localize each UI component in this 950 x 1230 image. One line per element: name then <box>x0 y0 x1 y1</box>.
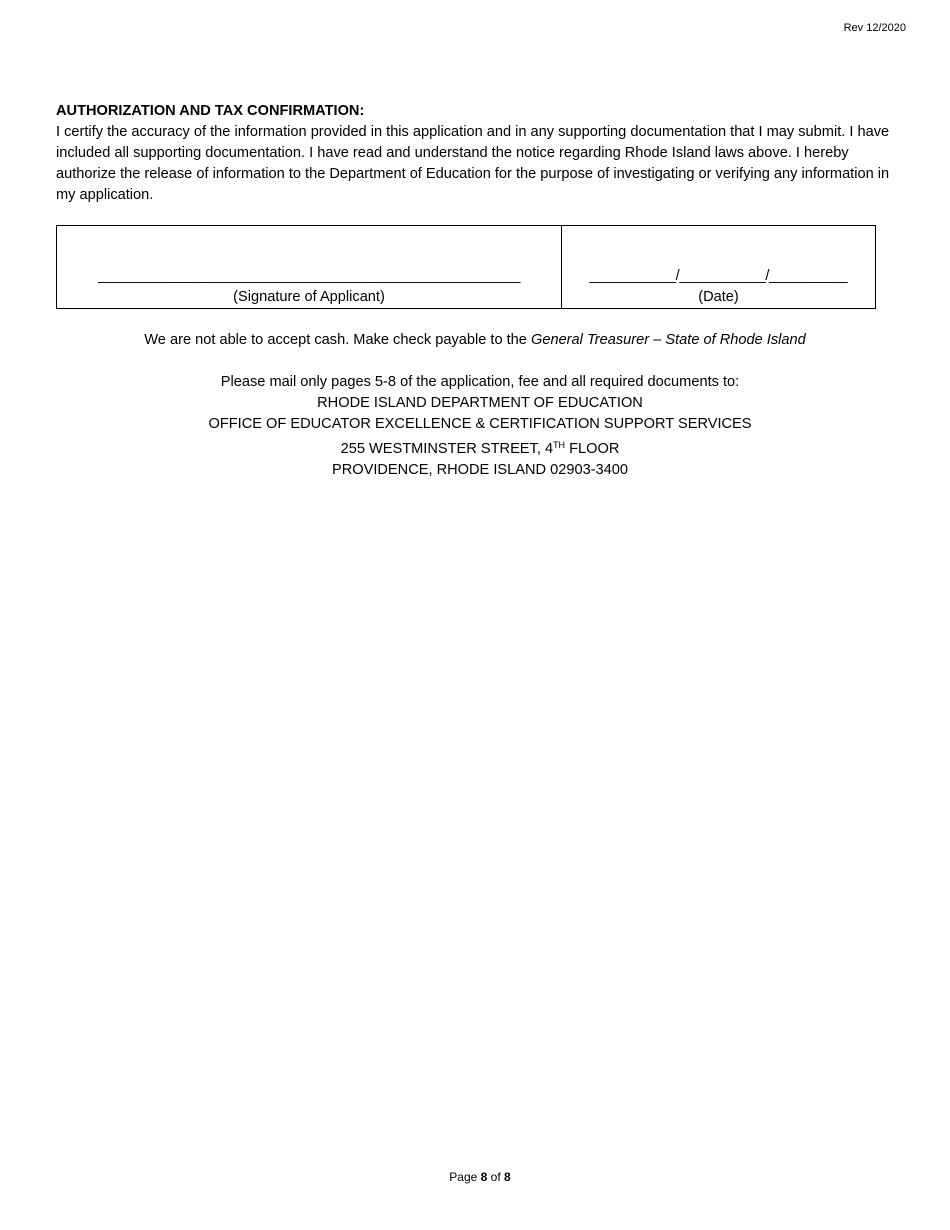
street-ordinal: TH <box>553 440 566 450</box>
street-prefix: 255 WESTMINSTER STREET, 4 <box>340 441 554 457</box>
address-line-office: OFFICE OF EDUCATOR EXCELLENCE & CERTIFICATION SUPPORT SERVICES <box>208 416 752 432</box>
date-line[interactable]: ___________/___________/__________ <box>589 268 848 284</box>
page-current: 8 <box>480 1170 488 1184</box>
signature-line[interactable]: ______________________________________________________ <box>97 268 521 284</box>
page-number <box>0 1170 950 1184</box>
of-word: of <box>487 1170 505 1184</box>
page-word: Page <box>449 1170 481 1184</box>
mailing-address-block <box>0 372 950 481</box>
date-label: (Date) <box>698 289 739 305</box>
revision-label: Rev 12/2020 <box>843 22 906 34</box>
certification-text: I certify the accuracy of the information provided in this application and in any supporting documentation that I may submit. I have included all supporting documentation. I have read and understand the notice regarding Rhode Island laws above. I hereby authorize the release of information to the Department of Education for the purpose of investigating or verifying any information in my application. <box>56 124 890 203</box>
signature-cell[interactable] <box>57 226 562 308</box>
address-line-city: PROVIDENCE, RHODE ISLAND 02903-3400 <box>331 462 629 478</box>
payment-text: We are not able to accept cash. Make check payable to the <box>144 332 531 348</box>
mailing-intro: Please mail only pages 5-8 of the application, fee and all required documents to: <box>220 374 740 390</box>
signature-label: (Signature of Applicant) <box>233 289 385 305</box>
street-suffix: FLOOR <box>565 441 620 457</box>
payee-name: General Treasurer – State of Rhode Island <box>530 332 806 348</box>
page-total: 8 <box>504 1170 511 1184</box>
date-cell[interactable] <box>562 226 875 308</box>
payment-instructions <box>0 330 950 351</box>
signature-table <box>56 225 876 309</box>
authorization-section <box>56 101 906 206</box>
section-title: AUTHORIZATION AND TAX CONFIRMATION: <box>56 103 365 119</box>
address-line-street <box>0 435 950 460</box>
address-line-department: RHODE ISLAND DEPARTMENT OF EDUCATION <box>317 395 643 411</box>
